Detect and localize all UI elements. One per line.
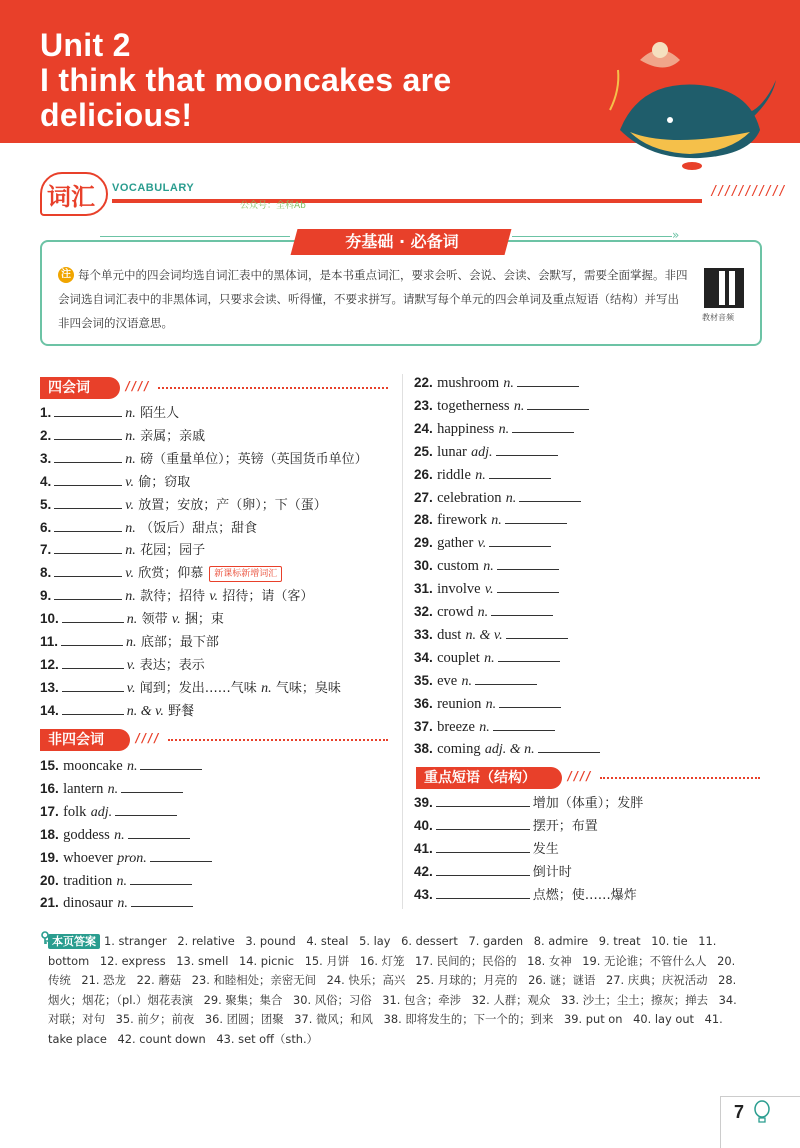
page-number: 7 [734,1102,745,1122]
word-item [414,716,558,738]
meaning: 放置；安放；产（卵）；下（蛋） [138,497,327,513]
part-of-speech: v. [484,582,494,598]
qr-label: 教材音频 [702,313,734,322]
english-word: togetherness [437,397,510,414]
answer-item: 31. 包含；牵涉 [382,992,461,1007]
word-item [40,448,368,470]
part-of-speech: n. [505,490,517,506]
part-of-speech: n. [479,719,490,735]
meaning: 闻到；发出……气味 [139,680,257,696]
answer-item: 28. 烟火；烟花；（pl.）烟花表演 [48,973,737,1007]
part-of-speech: n. [475,467,486,483]
answer-blank[interactable] [491,602,553,616]
answer-blank[interactable] [62,655,124,669]
answer-blank[interactable] [121,779,183,793]
english-word: lantern [63,780,104,797]
english-word: reunion [437,695,482,712]
part-of-speech: n. [491,513,502,529]
item-number: 3. [40,450,52,466]
word-item [40,870,195,892]
word-item [414,418,577,440]
answer-item: 11. bottom [48,934,717,968]
answer-blank[interactable] [54,518,122,532]
answer-blank[interactable] [54,472,122,486]
part-of-speech: n. [116,873,128,889]
part-of-speech: pron. [117,850,147,866]
item-number: 25. [414,443,433,459]
answer-blank[interactable] [128,825,190,839]
answer-blank[interactable] [54,495,122,509]
word-item [414,487,584,509]
part-of-speech: n. [484,650,495,666]
answer-blank[interactable] [436,793,530,807]
phrase-item [414,815,598,837]
answer-item: 26. 谜；谜语 [528,973,596,988]
english-word: dinosaur [63,895,114,912]
meaning: 欣赏；仰慕 [138,566,204,582]
answer-item: 43. set off（sth.） [216,1031,319,1046]
word-item [414,464,554,486]
word-item [40,801,180,823]
basics-tag: 夯基础 · 必备词 [345,232,459,251]
item-number: 17. [40,803,59,819]
word-item [40,847,215,869]
word-item [40,700,194,722]
item-number: 34. [414,649,433,665]
answer-item: 29. 聚集；集合 [203,992,283,1007]
part-of-speech: adj. [90,804,113,820]
word-item [414,372,582,394]
answer-item: 41. take place [48,1012,723,1046]
item-number: 1. [40,405,52,420]
note-icon: 注 [58,267,74,283]
section-dots [158,387,388,389]
part-of-speech: n. [125,520,136,536]
arrow-icon: » [672,228,680,242]
answer-blank[interactable] [497,579,559,593]
answer-blank[interactable] [498,648,560,662]
answer-blank[interactable] [436,839,530,853]
answer-item: 36. 团圆；团聚 [204,1012,284,1027]
answer-blank[interactable] [538,739,600,753]
answer-blank[interactable] [496,442,558,456]
english-word: riddle [437,466,471,483]
answer-item: 4. steal [306,934,349,948]
english-word: couplet [437,649,480,666]
answer-blank[interactable] [54,540,122,554]
section-non-four: 非四会词 [40,729,130,751]
item-number: 27. [414,489,433,505]
answer-item: 9. treat [598,934,641,948]
part-of-speech: v. [125,497,134,513]
part-of-speech: n. [107,781,119,797]
item-number: 12. [40,656,59,672]
part-of-speech: v. [125,474,134,490]
answer-item: 5. lay [359,934,391,948]
part-of-speech: v. [126,657,136,673]
part-of-speech: n. [503,376,514,391]
item-number: 23. [414,397,433,413]
item-number: 2. [40,427,52,443]
meaning: 增加（体重）；发胖 [532,796,644,811]
meaning: 发生 [532,842,559,857]
phrase-item [414,861,572,883]
item-number: 30. [414,558,433,574]
section-dots [600,777,760,779]
answer-blank[interactable] [62,609,124,623]
english-word: mushroom [437,375,500,391]
answer-blank[interactable] [61,632,123,646]
meaning: 点燃；使……爆炸 [532,888,637,903]
answer-blank[interactable] [489,533,551,547]
note-text: 每个单元中的四会词均选自词汇表中的黑体词，是本书重点词汇，要求会听、会说、会读、会默写，需要全面掌握。非四会词选自词汇表中的非黑体词，只要求会读、听得懂，不要求拼写。请默写每个单元的四会单词及重点短语（结构）并写出非四会词的汉语意思。 [58,268,688,330]
answer-item: 17. 民间的；民俗的 [415,953,517,968]
answer-blank[interactable] [54,449,122,463]
title-line-2: delicious! [40,97,193,133]
answer-blank[interactable] [505,510,567,524]
english-word: mooncake [63,758,123,774]
part-of-speech: n. [477,605,489,620]
part-of-speech: adj. & n. [484,742,535,758]
answer-blank[interactable] [54,426,122,440]
item-number: 28. [414,512,433,528]
answer-blank[interactable] [506,625,568,639]
section-stripes: //// [134,731,159,745]
part-of-speech: n. [513,398,525,414]
new-word-badge: 新课标新增词汇 [209,566,282,582]
item-number: 20. [40,872,59,888]
word-item [414,441,561,463]
english-word: custom [437,558,479,575]
answer-item: 2. relative [177,934,235,948]
part-of-speech: adj. [471,444,493,460]
part-of-speech: n. [126,759,138,774]
box-rule-left [100,236,290,244]
answer-item: 30. 风俗；习俗 [292,992,372,1007]
answer-blank[interactable] [54,403,122,417]
meaning: 花园；园子 [140,543,206,559]
section-phrases: 重点短语（结构） [416,767,562,789]
meaning: 招待；请（客） [222,589,314,605]
answer-blank[interactable] [150,848,212,862]
part-of-speech: n. [126,635,137,650]
title-line-1: I think that mooncakes are [40,62,452,98]
word-item [414,647,563,669]
answer-item: 37. 微风；和风 [294,1012,373,1027]
qr-code-icon[interactable] [704,268,744,308]
part-of-speech: n. & v. [465,627,503,643]
answer-blank[interactable] [527,396,589,410]
answer-item: 3. pound [245,934,296,948]
phrase-item [414,792,643,814]
word-item [40,824,193,846]
answer-item: 6. dessert [401,934,458,948]
answer-item: 8. admire [533,934,589,948]
word-item [40,425,205,447]
item-number: 16. [40,780,59,796]
meaning: 底部；最下部 [140,635,219,650]
answer-item: 21. 恐龙 [81,973,126,988]
item-number: 40. [414,818,433,833]
item-number: 4. [40,473,52,489]
answer-item: 24. 快乐；高兴 [326,973,406,988]
answer-item: 27. 庆典；庆祝活动 [606,973,708,988]
vocabulary-en: VOCABULARY [112,182,195,194]
answer-item: 18. 女神 [527,953,572,968]
word-item [40,755,205,777]
meaning: 偷；窃取 [138,474,191,490]
word-item [40,631,219,653]
answer-item: 19. 无论谁；不管什么人 [582,953,707,968]
item-number: 19. [40,849,59,865]
word-item [40,677,341,699]
answer-item: 12. express [99,953,166,968]
item-number: 37. [414,718,433,734]
item-number: 14. [40,702,59,718]
part-of-speech: n. [114,827,125,843]
section-stripes: //// [566,769,591,783]
english-word: eve [437,672,458,689]
item-number: 10. [40,611,59,627]
part-of-speech: v. [126,680,136,696]
word-item [414,395,592,417]
part-of-speech: v. [125,566,134,582]
answer-item: 33. 沙土；尘土；擦灰；掸去 [560,992,708,1007]
part-of-speech: v. [171,612,181,628]
english-word: coming [437,741,481,758]
answer-item: 32. 人群；观众 [471,992,551,1007]
item-number: 24. [414,420,433,436]
answer-item: 13. smell [176,953,229,968]
meaning: 领带 [141,612,168,628]
item-number: 13. [40,679,59,695]
part-of-speech: n. [126,612,138,628]
part-of-speech: n. [461,673,472,689]
answer-item: 25. 月球的；月亮的 [415,973,518,988]
word-item [414,532,554,554]
column-divider [402,374,403,909]
answer-blank[interactable] [54,586,122,600]
answer-blank[interactable] [140,756,202,770]
answer-item: 39. put on [564,1012,623,1027]
item-number: 39. [414,795,433,810]
english-word: tradition [63,872,113,889]
answer-blank[interactable] [62,701,124,715]
section-stripes: //// [124,379,149,393]
english-word: goddess [63,826,110,843]
answer-item: 1. stranger [104,934,167,948]
english-word: whoever [63,849,113,866]
answer-blank[interactable] [497,556,559,570]
answer-blank[interactable] [54,563,122,577]
part-of-speech: n. & v. [126,703,164,719]
meaning: 亲属；亲戚 [140,428,206,444]
part-of-speech: n. [125,428,136,444]
unit-title [40,28,451,133]
meaning: 摆开；布置 [532,819,598,834]
word-item [40,654,205,676]
answer-item: 22. 蘑菇 [136,973,182,988]
answer-blank[interactable] [62,678,124,692]
answer-item: 7. garden [468,934,524,948]
answer-item: 10. tie [651,934,688,948]
answer-blank[interactable] [517,373,579,387]
meaning: 野餐 [168,703,195,719]
answer-blank[interactable] [436,862,530,876]
answer-blank[interactable] [130,871,192,885]
part-of-speech: n. [498,421,510,437]
phrase-item [414,838,559,860]
item-number: 6. [40,519,52,535]
part-of-speech: v. [209,589,219,605]
watermark-stamp: 公众号：全科Ab [240,201,306,211]
answer-blank[interactable] [519,488,581,502]
item-number: 32. [414,604,433,619]
item-number: 41. [414,841,433,856]
english-word: gather [437,535,474,552]
english-word: firework [437,512,487,529]
section-four-skill: 四会词 [40,377,120,399]
item-number: 11. [40,634,59,649]
answer-item: 23. 和睦相处；亲密无间 [191,973,316,988]
english-word: lunar [437,443,467,460]
part-of-speech: n. [125,543,136,559]
box-rule-right [512,236,672,244]
word-item [40,608,224,630]
english-word: crowd [437,604,474,620]
answer-item: 35. 前夕；前夜 [115,1012,195,1027]
answer-blank[interactable] [475,671,537,685]
meaning: 磅（重量单位）；英镑（英国货币单位） [140,451,368,467]
item-number: 42. [414,864,433,879]
decorative-stripes: /////////// [710,184,786,199]
item-number: 26. [414,466,433,482]
meaning: 表达；表示 [139,657,205,673]
meaning: 倒计时 [532,865,572,880]
answer-item: 16. 灯笼 [359,953,405,968]
part-of-speech: n. [125,589,136,605]
word-item [414,555,562,577]
item-number: 18. [40,826,59,842]
word-item [414,578,562,600]
word-item [414,693,564,715]
item-number: 15. [40,758,59,773]
item-number: 5. [40,496,52,512]
answer-item: 42. count down [117,1031,206,1046]
answer-item: 38. 即将发生的；下一个的；到来 [383,1012,554,1027]
word-item [40,494,327,516]
word-item [40,892,196,914]
item-number: 43. [414,887,433,902]
item-number: 29. [414,535,433,551]
answer-item: 15. 月饼 [304,953,350,968]
english-word: folk [63,803,87,820]
answer-item: 14. picnic [239,953,295,968]
word-item [40,778,186,800]
english-word: involve [437,581,481,598]
item-number: 31. [414,581,433,597]
part-of-speech: n. [483,559,494,575]
part-of-speech: v. [477,536,487,552]
item-number: 8. [40,565,52,581]
meaning: 款待；招待 [140,589,206,605]
answer-item: 40. lay out [633,1012,695,1027]
item-number: 33. [414,626,433,642]
answer-blank[interactable] [489,465,551,479]
answer-blank[interactable] [499,694,561,708]
word-item [40,585,313,607]
answer-blank[interactable] [493,717,555,731]
word-item [414,509,570,531]
word-item [414,670,540,692]
answer-blank[interactable] [436,885,530,899]
vocabulary-zh: 词汇 [47,183,95,211]
item-number: 35. [414,672,433,688]
vocabulary-header [40,172,786,220]
balloon-icon [752,1100,772,1124]
word-item [414,601,556,623]
meaning: 气味；臭味 [275,680,341,696]
answer-blank[interactable] [115,802,177,816]
whale-illustration-icon [600,20,780,170]
answer-blank[interactable] [436,816,530,830]
word-item [40,471,190,493]
word-item [40,562,282,584]
phrase-item [414,884,637,906]
meaning: 捆；束 [184,612,224,628]
part-of-speech: n. [485,696,497,712]
english-word: breeze [437,718,475,735]
english-word: happiness [437,420,495,437]
part-of-speech: n. [261,680,272,696]
meaning: 陌生人 [140,406,180,421]
word-item [40,402,179,424]
section-dots [168,739,388,741]
unit-label: Unit 2 [40,27,131,63]
item-number: 22. [414,375,433,390]
item-number: 36. [414,695,433,711]
word-item [414,624,571,646]
answer-label: 本页答案 [48,934,100,949]
meaning: （饭后）甜点；甜食 [140,520,258,536]
part-of-speech: n. [117,896,128,912]
word-item [40,517,257,539]
item-number: 21. [40,895,59,911]
answer-item: 20. 传统 [48,953,736,988]
answer-item: 34. 对联；对句 [48,992,737,1027]
item-number: 9. [40,588,52,604]
word-item [40,539,205,561]
english-word: celebration [437,489,502,506]
answer-key [48,932,748,1050]
part-of-speech: n. [125,451,136,467]
item-number: 38. [414,741,433,757]
vocabulary-rule [112,199,702,203]
english-word: dust [437,626,462,643]
word-item [414,738,603,760]
answer-blank[interactable] [512,419,574,433]
answer-blank[interactable] [131,893,193,907]
part-of-speech: n. [125,406,136,421]
item-number: 7. [40,542,52,558]
